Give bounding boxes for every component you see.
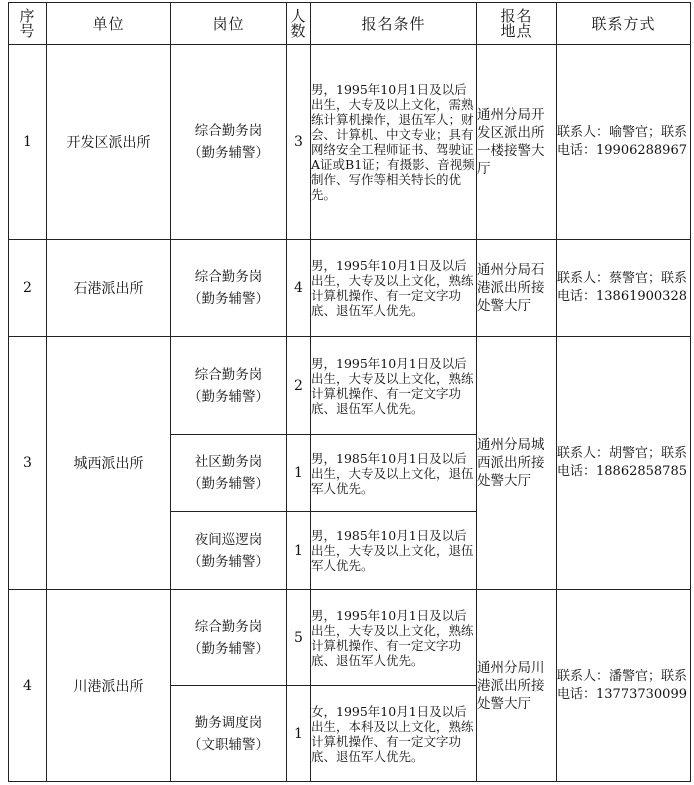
seq-cell: 2 [9, 240, 47, 337]
location-cell: 通州分局石港派出所接处警大厅 [477, 240, 557, 337]
count-cell: 1 [287, 512, 311, 590]
count-cell: 5 [287, 590, 311, 686]
unit-cell: 石港派出所 [47, 240, 171, 337]
seq-cell: 3 [9, 337, 47, 590]
header-row [9, 3, 691, 45]
header-position: 岗位 [171, 3, 287, 45]
requirements-cell: 男，1995年10月1日及以后出生，大专及以上文化，需熟练计算机操作，退伍军人；财会、计算机、中文专业；具有网络安全工程师证书、驾驶证A证或B1证；有摄影、音视频制作、写作等相关特长的优先。 [311, 45, 477, 240]
unit-cell: 城西派出所 [47, 337, 171, 590]
header-requirements: 报名条件 [311, 3, 477, 45]
header-contact: 联系方式 [557, 3, 691, 45]
count-cell: 3 [287, 45, 311, 240]
position-cell: 勤务调度岗 （文职辅警） [171, 686, 287, 782]
count-cell: 1 [287, 686, 311, 782]
count-cell: 1 [287, 435, 311, 512]
position-cell: 综合勤务岗 （勤务辅警） [171, 337, 287, 435]
contact-cell: 联系人：潘警官；联系电话：13773730099 [557, 590, 691, 782]
requirements-cell: 男，1995年10月1日及以后出生，大专及以上文化，熟练计算机操作、有一定文字功底、退伍军人优先。 [311, 590, 477, 686]
table-row [9, 45, 691, 240]
header-seq: 序 号 [9, 3, 47, 45]
recruitment-table [8, 2, 691, 782]
header-location: 报名 地点 [477, 3, 557, 45]
position-cell: 夜间巡逻岗 （勤务辅警） [171, 512, 287, 590]
seq-cell: 4 [9, 590, 47, 782]
requirements-cell: 男，1985年10月1日及以后出生，大专及以上文化，退伍军人优先。 [311, 435, 477, 512]
location-cell: 通州分局川港派出所接处警大厅 [477, 590, 557, 782]
requirements-cell: 男，1985年10月1日及以后出生，大专及以上文化，退伍军人优先。 [311, 512, 477, 590]
header-count: 人 数 [287, 3, 311, 45]
table-row [9, 337, 691, 435]
position-cell: 社区勤务岗 （勤务辅警） [171, 435, 287, 512]
position-cell: 综合勤务岗 （勤务辅警） [171, 240, 287, 337]
count-cell: 2 [287, 337, 311, 435]
header-unit: 单位 [47, 3, 171, 45]
location-cell: 通州分局城西派出所接处警大厅 [477, 337, 557, 590]
unit-cell: 川港派出所 [47, 590, 171, 782]
contact-cell: 联系人：喻警官；联系电话：19906288967 [557, 45, 691, 240]
count-cell: 4 [287, 240, 311, 337]
position-cell: 综合勤务岗 （勤务辅警） [171, 45, 287, 240]
contact-cell: 联系人：胡警官；联系电话：18862858785 [557, 337, 691, 590]
requirements-cell: 女，1995年10月1日及以后出生，本科及以上文化，熟练计算机操作、有一定文字功底、退伍军人优先。 [311, 686, 477, 782]
unit-cell: 开发区派出所 [47, 45, 171, 240]
seq-cell: 1 [9, 45, 47, 240]
location-cell: 通州分局开发区派出所一楼接警大厅 [477, 45, 557, 240]
table-row [9, 240, 691, 337]
requirements-cell: 男，1995年10月1日及以后出生，大专及以上文化，熟练计算机操作、有一定文字功底、退伍军人优先。 [311, 337, 477, 435]
contact-cell: 联系人：蔡警官；联系电话：13861900328 [557, 240, 691, 337]
table-row [9, 590, 691, 686]
position-cell: 综合勤务岗 （勤务辅警） [171, 590, 287, 686]
requirements-cell: 男，1995年10月1日及以后出生，大专及以上文化，熟练计算机操作、有一定文字功底、退伍军人优先。 [311, 240, 477, 337]
